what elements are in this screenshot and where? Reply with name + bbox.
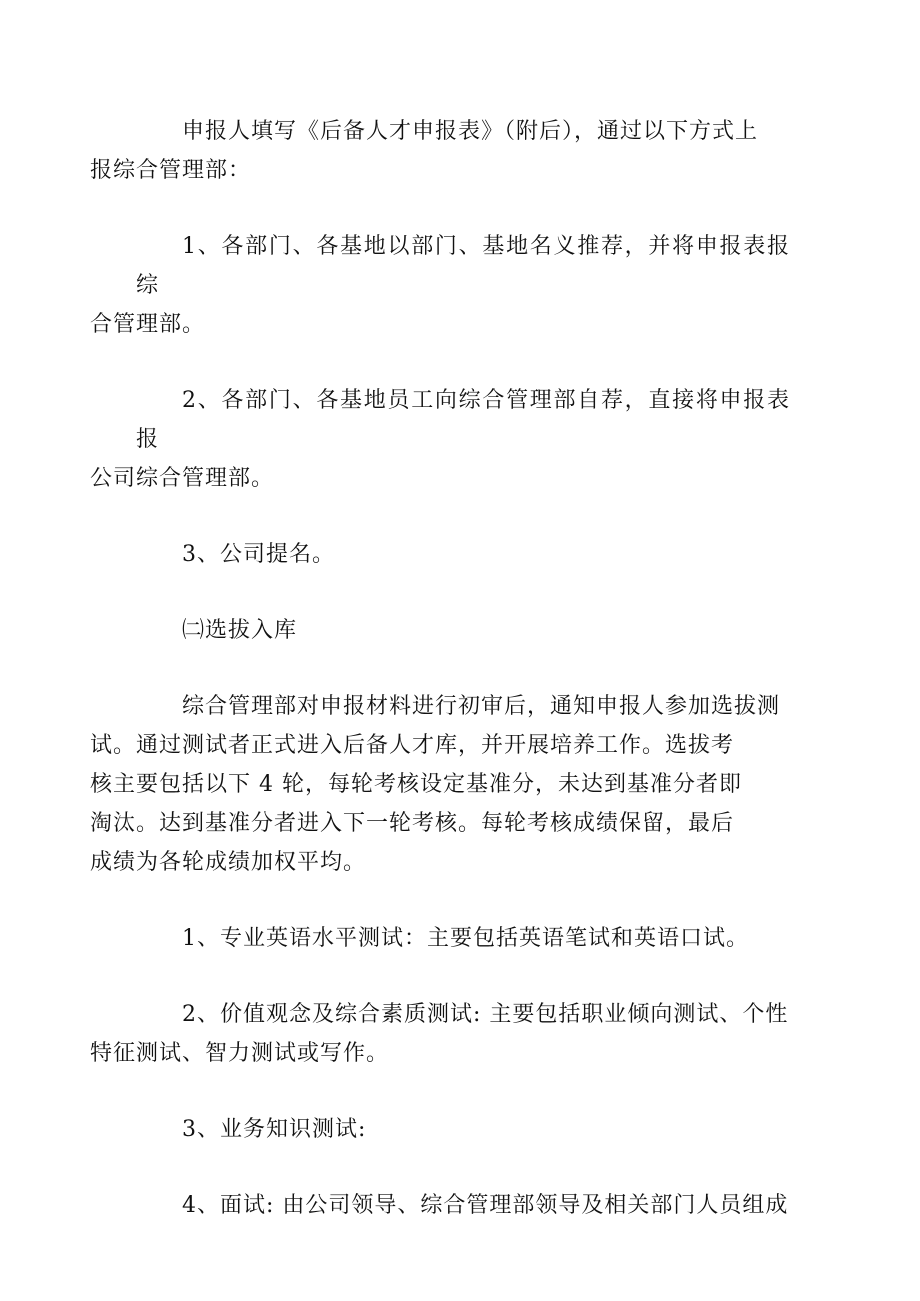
text-line: 合管理部。 bbox=[90, 312, 206, 337]
text-line: 3、公司提名。 bbox=[182, 542, 335, 567]
paragraph-test-1 bbox=[136, 919, 790, 958]
paragraph-item-3 bbox=[136, 535, 790, 574]
text-line: 4、面试: 由公司领导、综合管理部领导及相关部门人员组成 bbox=[182, 1193, 789, 1218]
section-heading-text: ㈡选拔入库 bbox=[182, 618, 298, 643]
text-line: 3、业务知识测试: bbox=[182, 1117, 367, 1142]
text-line: 公司综合管理部。 bbox=[90, 466, 275, 491]
text-line: 试。通过测试者正式进入后备人才库，并开展培养工作。选拔考 bbox=[90, 733, 735, 758]
text-line: 综合管理部对申报材料进行初审后，通知申报人参加选拔测 bbox=[182, 694, 781, 719]
paragraph-item-2 bbox=[90, 381, 790, 498]
paragraph-test-2 bbox=[90, 995, 790, 1073]
text-line: 成绩为各轮成绩加权平均。 bbox=[90, 850, 367, 875]
paragraph-test-4 bbox=[136, 1186, 790, 1225]
text-line: 报综合管理部： bbox=[90, 158, 252, 183]
text-line: 核主要包括以下 4 轮，每轮考核设定基准分，未达到基准分者即 bbox=[90, 772, 742, 797]
text-line: 淘汰。达到基准分者进入下一轮考核。每轮考核成绩保留，最后 bbox=[90, 811, 735, 836]
paragraph-item-1 bbox=[90, 227, 790, 344]
paragraph-selection-overview bbox=[90, 687, 790, 882]
text-line: 特征测试、智力测试或写作。 bbox=[90, 1041, 390, 1066]
paragraph-submission-method bbox=[90, 112, 790, 190]
section-heading bbox=[136, 611, 790, 650]
text-line: 1、专业英语水平测试：主要包括英语笔试和英语口试。 bbox=[182, 926, 749, 951]
text-line: 2、各部门、各基地员工向综合管理部自荐，直接将申报表报 bbox=[136, 388, 790, 452]
paragraph-test-3 bbox=[136, 1110, 790, 1149]
text-line: 1、各部门、各基地以部门、基地名义推荐，并将申报表报综 bbox=[136, 234, 790, 298]
text-line: 2、价值观念及综合素质测试: 主要包括职业倾向测试、个性 bbox=[182, 1002, 789, 1027]
text-line: 申报人填写《后备人才申报表》（附后），通过以下方式上 bbox=[182, 119, 759, 144]
